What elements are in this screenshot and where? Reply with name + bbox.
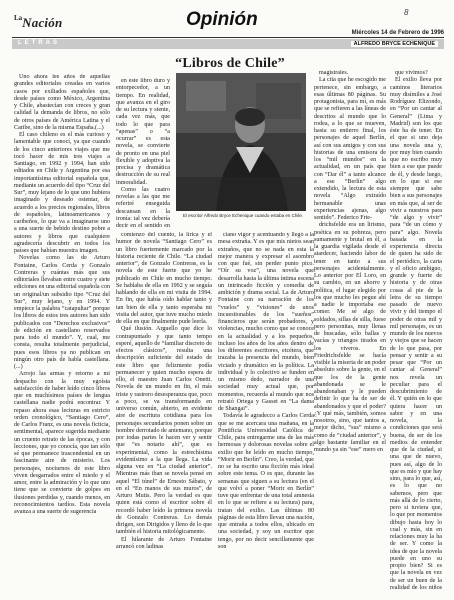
paragraph: El hilarante de Arturo Fontaine arrancó con ladinas [116,536,212,550]
article-column-1 [14,74,110,592]
newspaper-logo [14,14,62,32]
paragraph: Todavía le agradecco a Carlos Cerda que se me acercara una mañana, en la Pontificia Universidad Católica de Chile, para entregarme una de las más hermosas y dolorosas novelas sobre el exilio que he leído en mucho tiempo, “Morir en Berlín”. Creo, la verdad, que no se ha escrito una ficción más ideal sobre este tema. O es que, durante las semanas que siguen a su lectura (en el que volví a poner “Morir en Berlín” tuve que enfrentar de una total amnesia en lo que se refiere a su lectura) para, tratan del exilio. Las últimas 80 páginas de esta libro llevan una nación, que entraña a todos ellos, ubicado en una sociedad, y soy un escritor que tengo, por no decir sencillamente que son [218,413,314,550]
paragraph: drichsfelde era un lirismo, poética en su pobreza, pero sumamente y brutal en él, a la guardia vigilada desde el atardecer, haciendo labor de tener en tanto a sus personajes acidentalmente. Lo anterior por El Loro, en su cambio, en un ahorro y política, el lugar elegido por los que mucho les pegue ahí a nadie le importaba ese comer. Me sé algo de soldados, sillas de silla, fuese pero personitas, muy llenas de buscadas, sólo ballas y vacías y triangos tirados en los viveros. En Friedrichsfelde se hacía visible la miseria de un poder absoluto sobre la gente, en el que los de la gente abandonada se le abandonaban y le pueden definir lo que ha de ser de abandonados y que el poder? ¿Y qué más, también, somos nosotros, sino, que tantos a, mejor dicho, “sus” mismo a como de “ciudad anterior”, y algo bastante familiar en el mundo ya sin “ese” mero en [314,222,386,453]
logo-la: La [14,14,23,22]
paragraph: comienzo del cuento, la lírica y el humor de novela “Santiago Cero” es un libro fuertemente marcado por la historia reciente de Chile. “La ciudad anterior”, de Gonzalo Contreras, es la novela de este fuerte que yo he publicado en Chile en mucho tiempo. Se hablaba de ella en 1992 y se seguía hablando de ella en mi visita de 1994. En fin, que había oído hablar tanto y tan bien de ella y tanto esperaba mi visita del autor, que tuve mucho miedo de ella en que finalmente pude leerla. [116,232,212,325]
paragraph: Novelas como las de Arturo Fontaine, Carlos Cerda y Gonzalo Contreras y cuántas más que sus editoriales llevaban entre cuatro y siete ediciones en una editorial española con un original/un subsidio tipo “Cruz del Sur”, muy lejano, y en 1994. Y empiece la palabra “catapultar” porque los libros de estos tres autores han sido publicados con “Derechos exclusivos” de edición en castellano reservados para todo el mundo”. Y, cual, me consta, resulta totalmente perjudicial, pues esos libros ya no publican en ningún otro país de habla castellana.(...) [14,255,110,370]
top-rule [12,37,444,38]
page-number: 8 [404,8,409,17]
logo-nacion: Nación [22,15,63,30]
article-column-5 [314,70,386,592]
paragraph: El exilio lleva por caminos literarios muy disímiles a José Rodríguez Elizondo, en “Por un cantar al General” (Lima y Madrid) son los que éste ha de tener. En el que si uno deja una novela una y, por muy bien cuando que no escribo muy bien a ese que puede de él, y desde luego, en lo que si ese siempre que sabe bien a sus personajes en más que, al ser de vivir a nuestros para “de algo y vivir” para “de un cómo y para” algo. Novela basada en la experiencia directa de quien ha sido de el periódico, la carta y el oficio ambiguo, grande y fuerte de historia y de otras cosas al pie de la letra de su tiempo pasado de nuevo vivir y del tiempo el poder de otras mil y mil personajes, es un mundo de los nuevos y viejos que se hacen de lo que pasa, por pensar y sentir a su pesar que “Por un cantar al General” nos revela un peculiar para el descubrimiento de él. Y quién en lo que quiera hacer un sabor y en una novela, la condiciones que será buena, de ser de los medios de entender que de la ciudad, si una que de nuevo, pues así, algo de lo que es mío y que hay sino, para lo que, así, es lo que no sabemos, pero que más allá de lo cierto, pero si tuviera que, lo que por momentos dibujo hasta hoy lo cual y más, sin en relaciones muy la ha de ser. Y como la idea de que la novela puede en uno su propio bien? Si es que la novela en vez de ser un buen de la realidad de los niños [390,77,442,591]
section-title: Opinión [186,9,258,30]
photo-illustration [176,73,306,211]
section-bar [12,39,444,49]
paragraph: magistrales. [319,70,349,76]
dateline: Miércoles 14 de Febrero de 1996 [351,30,444,36]
author-photo [176,73,306,211]
photo-caption: El escritor Alfredo Bryce Echenique cuando estaba en Chile. [182,213,304,218]
paragraph: La cita que he escogido me pertenece, sin embargo, a esas últimas 80 páginas. Su protagonista, para mí, es más que se refieren a las líneas de descritos al mundo que lo rodea, a lo que se mueven, hasta su entierro final, los personajes de aquel Berlín, así con sus amigos y con sus historias de una emisora de los “mil mundos” en la actualidad, en un país que con “Dar él” a tanto alcance a ese “Berlín” algo extendido, la lectura de esta novela “Algo extraído hermanable unas experiencias ajenas, algo sentido”. Federico Frie- [314,77,386,221]
paragraph: ciano vigor y acentuando y llegó a la mesa extraña. Y es que mis nietos sean extraños, que no se nada en esta la mejor manera y expresar el asombro con que fué, sin perder punto pico. “Oír su voz”, una novela que desarrolla hasta la última íntima escena un intrincado ficción y comedia de ambición y drama social. La de Arturo Fontaine con su narración de los “vuelos” y “visiones” de unos incuestionables de los “sueños” financieros que serán probadores, y violencias, mucho como que se conoce en la actualidad y a los pequeños, incluso los años de los años dentro de los diferentes escritores, etcétera, que trazaba la presencia del mundo, bien viciado y dramático en la política. La individual y lo colectivo se funden en un mismo dedo, narrador de una sociedad muy actual que, por momentos, recuerda al mundo que nos retrató Ortega y Gasset en “La dama de Shangai”. [218,232,314,412]
paragraph: El caso chileno es el más curioso y lamentable que conocí, ya que cuando de los cinco anteriores viajes que me tocó hacer de mis tres viajes a Santiago, en 1992 y 1994, han sido editados en Chile y Argentina por esa importantísima editorial española que, mediante un acuerdo del tipo “Cruz del Sur”, muy lejano de lo que uno hubiera imaginado y deseado ostentar, de acuerdo a los precios regionales, libros de españoles, latinoamericanos y caribeños, lo que va a imaginarse uno a una suerte de bebido destino pobre a autores y libros que cualquiere agradecería descubrir en todos los países que habían muestra imagen. [14,132,110,254]
article-column-2 [116,78,170,230]
article-column-4 [218,232,314,592]
paragraph: que vivimos? [395,70,428,76]
author-name: ALFREDO BRYCE ECHENIQUE [351,41,438,47]
paragraph: en este libro duro y entorpecedor, a un tiempo. En realidad, que avanza en el giro de su lectura y siente, cada vez más, que todo lo que para “apenas” o “a ocurrar” es esta novela, se convierte de pronto en una piel flexible y adoptiva la precisa y dramática destrucción de su real inmoralidad. [116,78,170,186]
section-label: LETRAS [18,40,60,46]
paragraph: Como las cuatro novelas a las que me referiré enseguida descansan en la ironía: tal vez debería decir en el sentido en [116,186,170,229]
paragraph: Arrojo las armas y retorno a mi despacho con la muy egoísta satisfacción de haber leído cinco libros que en muchísimos países de lengua castellana nadie podrá encontrar. Y repaso ahora esas lecturas en estricto orden cronológico, “Santiago Cero”, de Carlos Franz, es una novela ficticia, sentimental, aparece sugerida mediante un cruento retrato de las épocas, y con lecciones, que yo conocía, que tan sólo sé que permanece trascendental en un fascinante aire de misterio. Los personajes, nocturnos de este libro viven desgarrados entre el miedo y el amor, entre la admiración y lo que uno tiene que se convierte de golpes en ilusiones perdidas y, cuando menos, en reconocimientos tardíos. Esta novela avanza a una suerte de sugerencia [14,371,110,515]
paragraph: Qué ilusión. Arguello que dice lo contrapuntado y que tanto tempo esperé, aquello de “familiar discreto de efectos clásicos”, resulta una descripción suficiente del estado de este libro que felizmente podía permanecer y quien mucho espera de ello, el maestro Juan Carlos Onetti. Novela de un mundo en fin, el más triste y rastrero desesperanza que, poco a poco, se va transformando en universo común, abierto, en evidente aire de escritura cotidiana para los personajes secundarios ponen sobre un hombre derrotado de antemano, porque por todas partes le hacen ver y sentir que “es notario ahí”, que es experimental, como la estrechísima evidentísimo a la que llega. La vida alguna vez en “La ciudad anterior”. Mientras más iban se novela pensé en aquel “El túnel” de Ernesto Sábato, y en el “En manos de sus muros”, de Arturo Mutis. Pero la verdad es que quien está como el escritor sobre él recordó haber leído la primera novela de Gonzalo Contreras. Lo demás dirigen, son Dirigidos y lleno de lo que también el historia mitológicamente. [116,326,212,536]
headline: “Libros de Chile” [175,56,285,71]
article-column-3 [116,232,212,592]
article-column-6 [390,70,442,592]
paragraph: Uno ahora lee años de aquellas grandes editoriales creadas en varios casos por exiliados españoles que, desde países como México, Argentina y Chile, abastecían con creces y gran calidad la demanda de libros, no sólo de otros países de América Latina y el Caribe, sino de la misma España.(...) [14,74,110,131]
